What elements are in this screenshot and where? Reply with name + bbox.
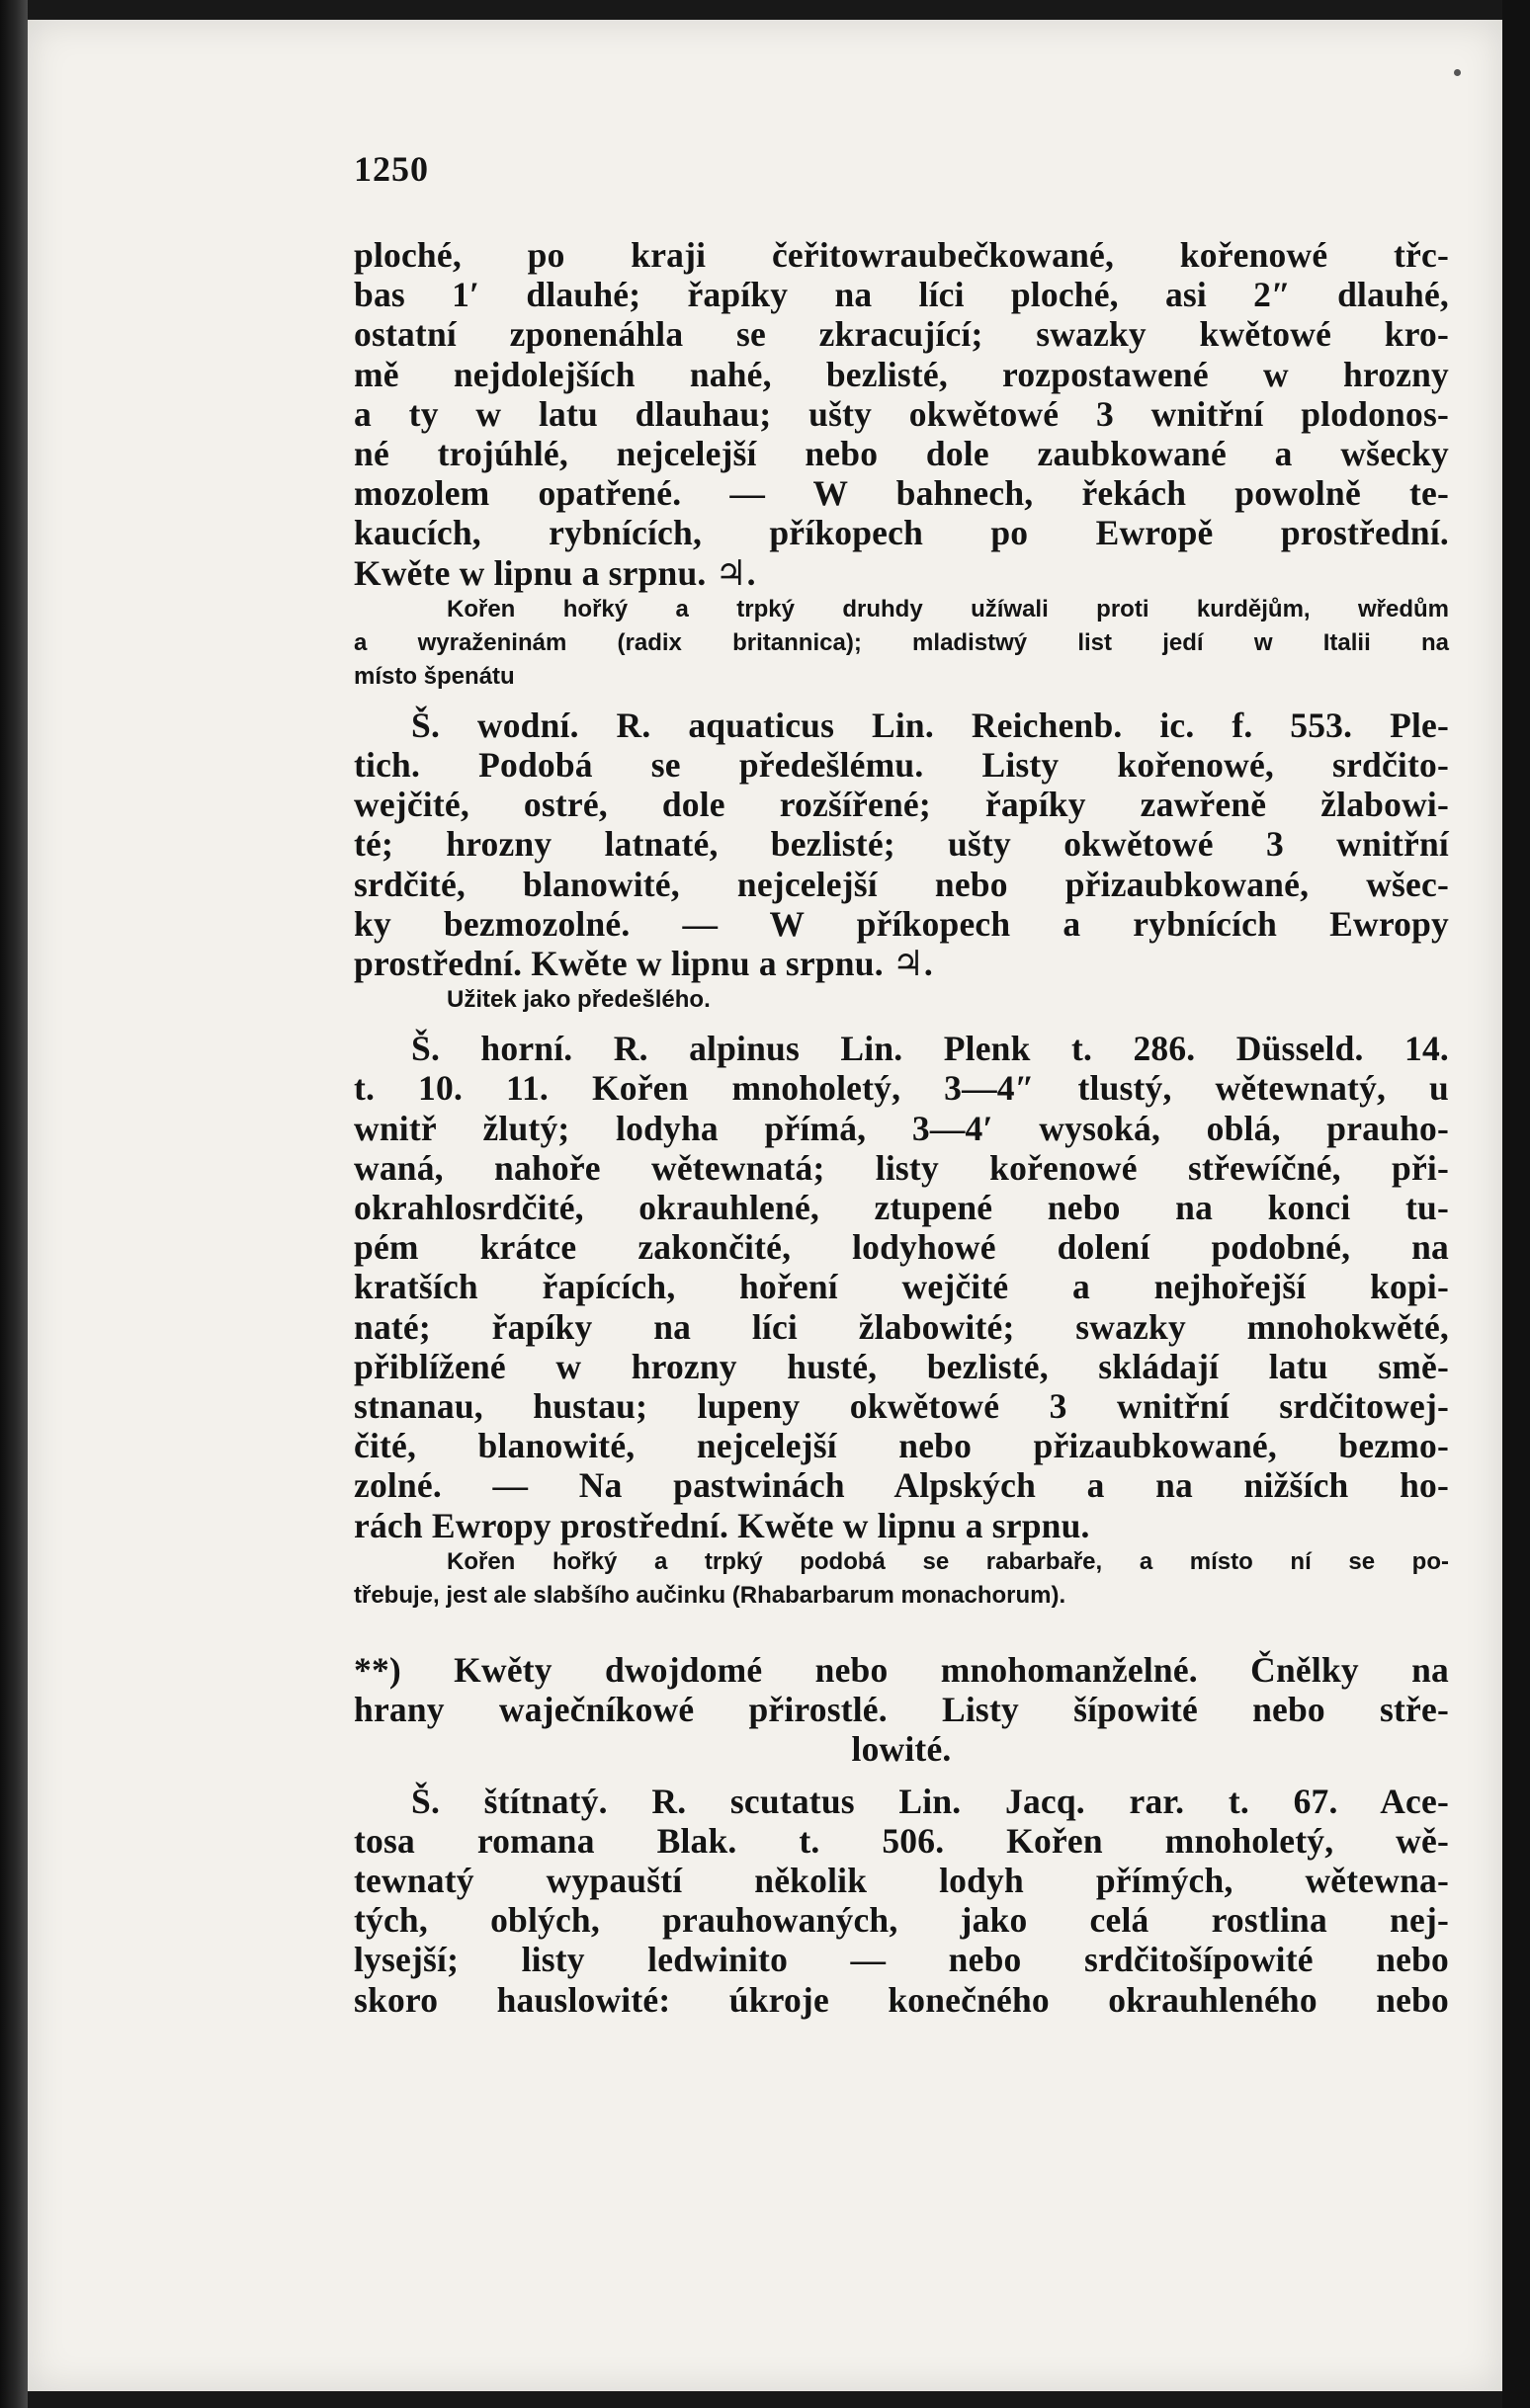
text-line: přiblížené w hrozny husté, bezlisté, skládají latu smě- [354, 1346, 1449, 1386]
text-line: kratších řapících, hoření wejčité a nejhořejší kopi- [354, 1267, 1449, 1307]
text-line: Kwěte w lipnu a srpnu. ♃. [354, 552, 756, 593]
text-line: a ty w latu dlauhau; ušty okwětowé 3 wnitřní plodonos- [354, 393, 1449, 434]
subgroup-heading [354, 1650, 1449, 1770]
text-line: wejčité, ostré, dole rozšířené; řapíky zawřeně žlabowi- [354, 785, 1449, 825]
text-line: čité, blanowité, nejcelejší nebo přizaubkowané, bezmo- [354, 1426, 1449, 1466]
heading-line: lowité. [851, 1729, 952, 1770]
section-rumex-continued [354, 235, 1449, 593]
note-line: Užitek jako předešlého. [447, 986, 711, 1014]
text-line: tých, oblých, prauhowaných, jako celá rostlina nej- [354, 1900, 1449, 1941]
note-line: Kořen hořký a trpký podobá se rabarbaře, a místo ní se po- [447, 1547, 1449, 1575]
text-line: waná, nahoře wětewnatá; listy kořenowé střewíčné, při- [354, 1147, 1449, 1188]
text-line: Š. štítnatý. R. scutatus Lin. Jacq. rar. t. 67. Ace- [411, 1781, 1449, 1821]
text-line: kaucích, rybnících, příkopech po Ewropě prostřední. [354, 513, 1449, 553]
text-line: ploché, po kraji čeřitowraubečkowané, kořenowé třc- [354, 235, 1449, 275]
text-line: stnanau, hustau; lupeny okwětowé 3 wnitřní srdčitowej- [354, 1386, 1449, 1427]
text-line: wnitř žlutý; lodyha přímá, 3—4′ wysoká, oblá, prauho- [354, 1108, 1449, 1148]
note-usage-2 [354, 983, 1449, 1017]
text-line: lysejší; listy ledwinito — nebo srdčitošípowité nebo [354, 1940, 1449, 1980]
page-content [354, 148, 1449, 2020]
section-rumex-scutatus [354, 1782, 1449, 2020]
text-line: zolné. — Na pastwinách Alpských a na nižších ho- [354, 1465, 1449, 1506]
book-page [28, 20, 1502, 2391]
text-line: Š. wodní. R. aquaticus Lin. Reichenb. ic. f. 553. Ple- [411, 705, 1449, 745]
text-line: bas 1′ dlauhé; řapíky na líci ploché, asi 2″ dlauhé, [354, 275, 1449, 315]
note-line: a wyraženinám (radix britannica); mladistwý list jedí w Italii na [354, 628, 1449, 656]
text-line: t. 10. 11. Kořen mnoholetý, 3—4″ tlustý, wětewnatý, u [354, 1068, 1449, 1109]
page-number: 1250 [354, 149, 429, 189]
text-line: tewnatý wypauští několik lodyh přímých, wětewna- [354, 1860, 1449, 1900]
heading-line: **) Kwěty dwojdomé nebo mnohomanželné. Čnělky na [354, 1649, 1449, 1690]
text-line: srdčité, blanowité, nejcelejší nebo přizaubkowané, wšec- [354, 864, 1449, 904]
text-line: rách Ewropy prostřední. Kwěte w lipnu a srpnu. [354, 1505, 1090, 1545]
section-rumex-aquaticus [354, 706, 1449, 983]
scan-left-edge [0, 0, 28, 2408]
text-line: ostatní zponenáhla se zkracující; swazky kwětowé kro- [354, 314, 1449, 355]
note-usage-1 [354, 593, 1449, 694]
text-line: tosa romana Blak. t. 506. Kořen mnoholetý, wě- [354, 1820, 1449, 1861]
note-line: místo špenátu [354, 662, 515, 690]
text-line: prostřední. Kwěte w lipnu a srpnu. ♃. [354, 944, 933, 984]
scan-right-edge [1502, 0, 1530, 2408]
text-line: té; hrozny latnaté, bezlisté; ušty okwětowé 3 wnitřní [354, 824, 1449, 865]
text-line: tich. Podobá se předešlému. Listy kořenowé, srdčito- [354, 745, 1449, 786]
text-line: Š. horní. R. alpinus Lin. Plenk t. 286. Düsseld. 14. [411, 1029, 1449, 1069]
text-line: né trojúhlé, nejcelejší nebo dole zaubkowané a wšecky [354, 434, 1449, 474]
heading-line: hrany waječníkowé přirostlé. Listy šípowité nebo stře- [354, 1690, 1449, 1730]
text-line: mě nejdolejších nahé, bezlisté, rozpostawené w hrozny [354, 354, 1449, 394]
note-line: třebuje, jest ale slabšího aučinku (Rhabarbarum monachorum). [354, 1581, 1066, 1609]
section-rumex-alpinus [354, 1029, 1449, 1545]
note-line: Kořen hořký a trpký druhdy užíwali proti kurdějům, wředům [447, 595, 1449, 623]
note-usage-3 [354, 1545, 1449, 1613]
text-line: naté; řapíky na líci žlabowité; swazky mnohokwěté, [354, 1306, 1449, 1347]
text-line: ky bezmozolné. — W příkopech a rybnících Ewropy [354, 903, 1449, 944]
text-line: okrahlosrdčité, okrauhlené, ztupené nebo na konci tu- [354, 1188, 1449, 1228]
text-line: skoro hauslowité: úkroje konečného okrauhleného nebo [354, 1979, 1449, 2020]
text-line: pém krátce zakončité, lodyhowé dolení podobné, na [354, 1227, 1449, 1268]
text-line: mozolem opatřené. — W bahnech, řekách powolně te- [354, 473, 1449, 514]
page-spot [1454, 69, 1461, 76]
